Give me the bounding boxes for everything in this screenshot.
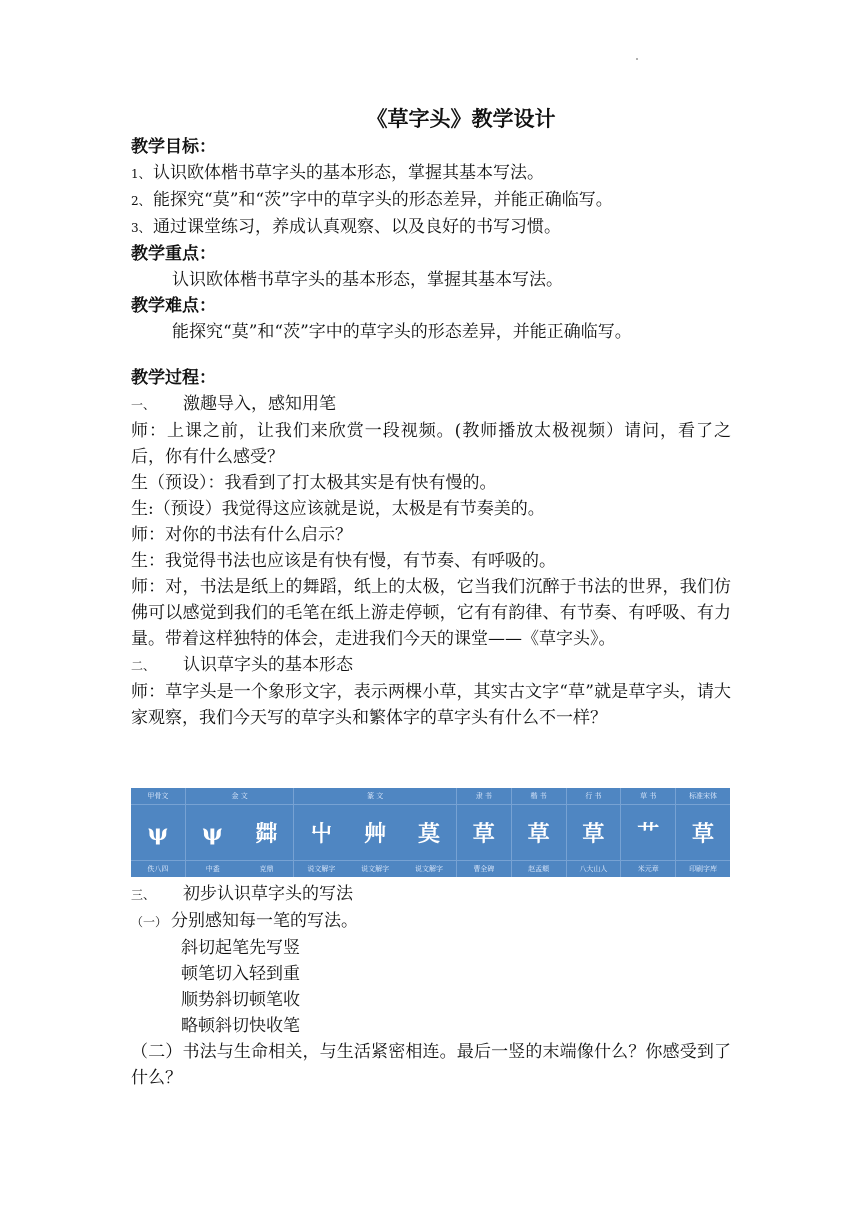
evolution-caption: 米元章 <box>621 860 675 877</box>
evolution-column <box>512 788 567 877</box>
evolution-caption: 佚八四 <box>131 860 185 877</box>
subsection-title: 分别感知每一笔的写法。 <box>171 911 358 931</box>
objective-item <box>131 160 731 187</box>
evolution-column <box>676 788 730 877</box>
evolution-column <box>186 788 295 877</box>
evolution-column <box>457 788 512 877</box>
objectives-heading: 教学目标： <box>131 137 216 157</box>
objective-num: 1、 <box>131 167 151 181</box>
evolution-caption: 八大山人 <box>567 860 621 877</box>
section-3-title <box>131 881 731 908</box>
evolution-header: 金 文 <box>186 788 294 805</box>
objective-num: 3、 <box>131 221 151 235</box>
dialogue-line: 师：对，书法是纸上的舞蹈，纸上的太极，它当我们沉醉于书法的世界，我们仿佛可以感觉到我们的毛笔在纸上游走停顿，它有有韵律、有节奏、有呼吸、有力量。带着这样独特的体会，走进我们今天的课堂——《草字头》。 <box>131 577 731 649</box>
evolution-header: 草 书 <box>621 788 675 805</box>
document-body-lower <box>131 881 731 1091</box>
evolution-glyph: 茻 <box>255 821 278 847</box>
evolution-caption: 中盉 <box>205 865 220 873</box>
evolution-glyph: ψ <box>147 819 169 846</box>
section-2-title <box>131 652 731 679</box>
subsection-1-title <box>131 908 731 935</box>
evolution-header: 标准宋体 <box>676 788 730 805</box>
objective-text: 通过课堂练习，养成认真观察、以及良好的书写习惯。 <box>153 217 561 237</box>
stroke-item: 斜切起笔先写竖 <box>181 938 300 958</box>
objective-item <box>131 214 731 241</box>
difficulty-heading: 教学难点： <box>131 296 216 316</box>
evolution-glyph: 艸 <box>364 821 387 847</box>
dialogue-line: 生：我觉得书法也应该是有快有慢，有节奏、有呼吸的。 <box>131 551 556 571</box>
dialogue-line: 师：对你的书法有什么启示？ <box>131 525 352 545</box>
section-2-text: 师：草字头是一个象形文字，表示两棵小草，其实古文字“草”就是草字头，请大家观察，我们今天写的草字头和繁体字的草字头有什么不一样？ <box>131 682 731 728</box>
character-evolution-figure <box>131 788 730 877</box>
section-1-title <box>131 391 731 418</box>
evolution-header: 隶 书 <box>457 788 511 805</box>
evolution-glyph: 莫 <box>417 821 440 847</box>
dialogue-line: 生（预设）：我看到了打太极其实是有快有慢的。 <box>131 473 497 493</box>
process-heading: 教学过程： <box>131 368 216 388</box>
dialogue-line: 生:（预设）我觉得这应该就是说，太极是有节奏美的。 <box>131 499 545 519</box>
evolution-caption: 说文解字 <box>414 865 443 873</box>
evolution-caption: 说文解字 <box>307 865 336 873</box>
evolution-column <box>621 788 676 877</box>
evolution-glyph: 草 <box>527 821 550 847</box>
subsection-num: （一） <box>131 915 168 929</box>
dialogue-line: 师：上课之前，让我们来欣赏一段视频。(教师播放太极视频）请问，看了之后，你有什么感受？ <box>131 421 731 467</box>
section-title: 激趣导入，感知用笔 <box>183 394 336 414</box>
evolution-glyph: 艹 <box>637 821 660 847</box>
evolution-column <box>567 788 622 877</box>
evolution-glyph: 屮 <box>310 821 333 847</box>
evolution-glyph: 草 <box>472 821 495 847</box>
key-point-text: 认识欧体楷书草字头的基本形态，掌握其基本写法。 <box>172 270 563 290</box>
stroke-item: 顿笔切入轻到重 <box>181 964 300 984</box>
evolution-column <box>294 788 456 877</box>
section-title: 认识草字头的基本形态 <box>183 655 353 675</box>
stroke-item: 略顿斜切快收笔 <box>181 1016 300 1036</box>
document-title: 《草字头》教学设计 <box>366 106 556 131</box>
document-body <box>131 104 731 731</box>
evolution-caption: 印刷字库 <box>676 860 730 877</box>
evolution-header: 篆 文 <box>294 788 455 805</box>
key-point-heading: 教学重点： <box>131 244 216 264</box>
evolution-header: 行 书 <box>567 788 621 805</box>
evolution-header: 甲骨文 <box>131 788 185 805</box>
objective-text: 能探究“莫”和“茨”字中的草字头的形态差异，并能正确临写。 <box>153 190 613 210</box>
evolution-caption: 曹全碑 <box>457 860 511 877</box>
evolution-header: 楷 书 <box>512 788 566 805</box>
section-num: 一、 <box>131 398 156 412</box>
objective-text: 认识欧体楷书草字头的基本形态，掌握其基本写法。 <box>153 163 544 183</box>
section-title: 初步认识草字头的写法 <box>183 884 353 904</box>
evolution-glyph: 草 <box>692 821 715 847</box>
objective-item <box>131 187 731 214</box>
difficulty-text: 能探究“莫”和“茨”字中的草字头的形态差异，并能正确临写。 <box>172 322 632 342</box>
section-num: 二、 <box>131 659 156 673</box>
section-num: 三、 <box>131 888 156 902</box>
evolution-caption: 克鼎 <box>259 865 274 873</box>
evolution-caption: 赵孟頫 <box>512 860 566 877</box>
page-dot <box>636 58 638 60</box>
evolution-glyph: ψ <box>202 819 223 846</box>
evolution-column <box>131 788 186 877</box>
evolution-glyph: 草 <box>582 821 605 847</box>
stroke-item: 顺势斜切顿笔收 <box>181 990 300 1010</box>
objective-num: 2、 <box>131 194 151 208</box>
subsection-2-text: （二）书法与生命相关，与生活紧密相连。最后一竖的末端像什么？你感受到了什么？ <box>131 1042 731 1088</box>
evolution-caption: 说文解字 <box>361 865 390 873</box>
